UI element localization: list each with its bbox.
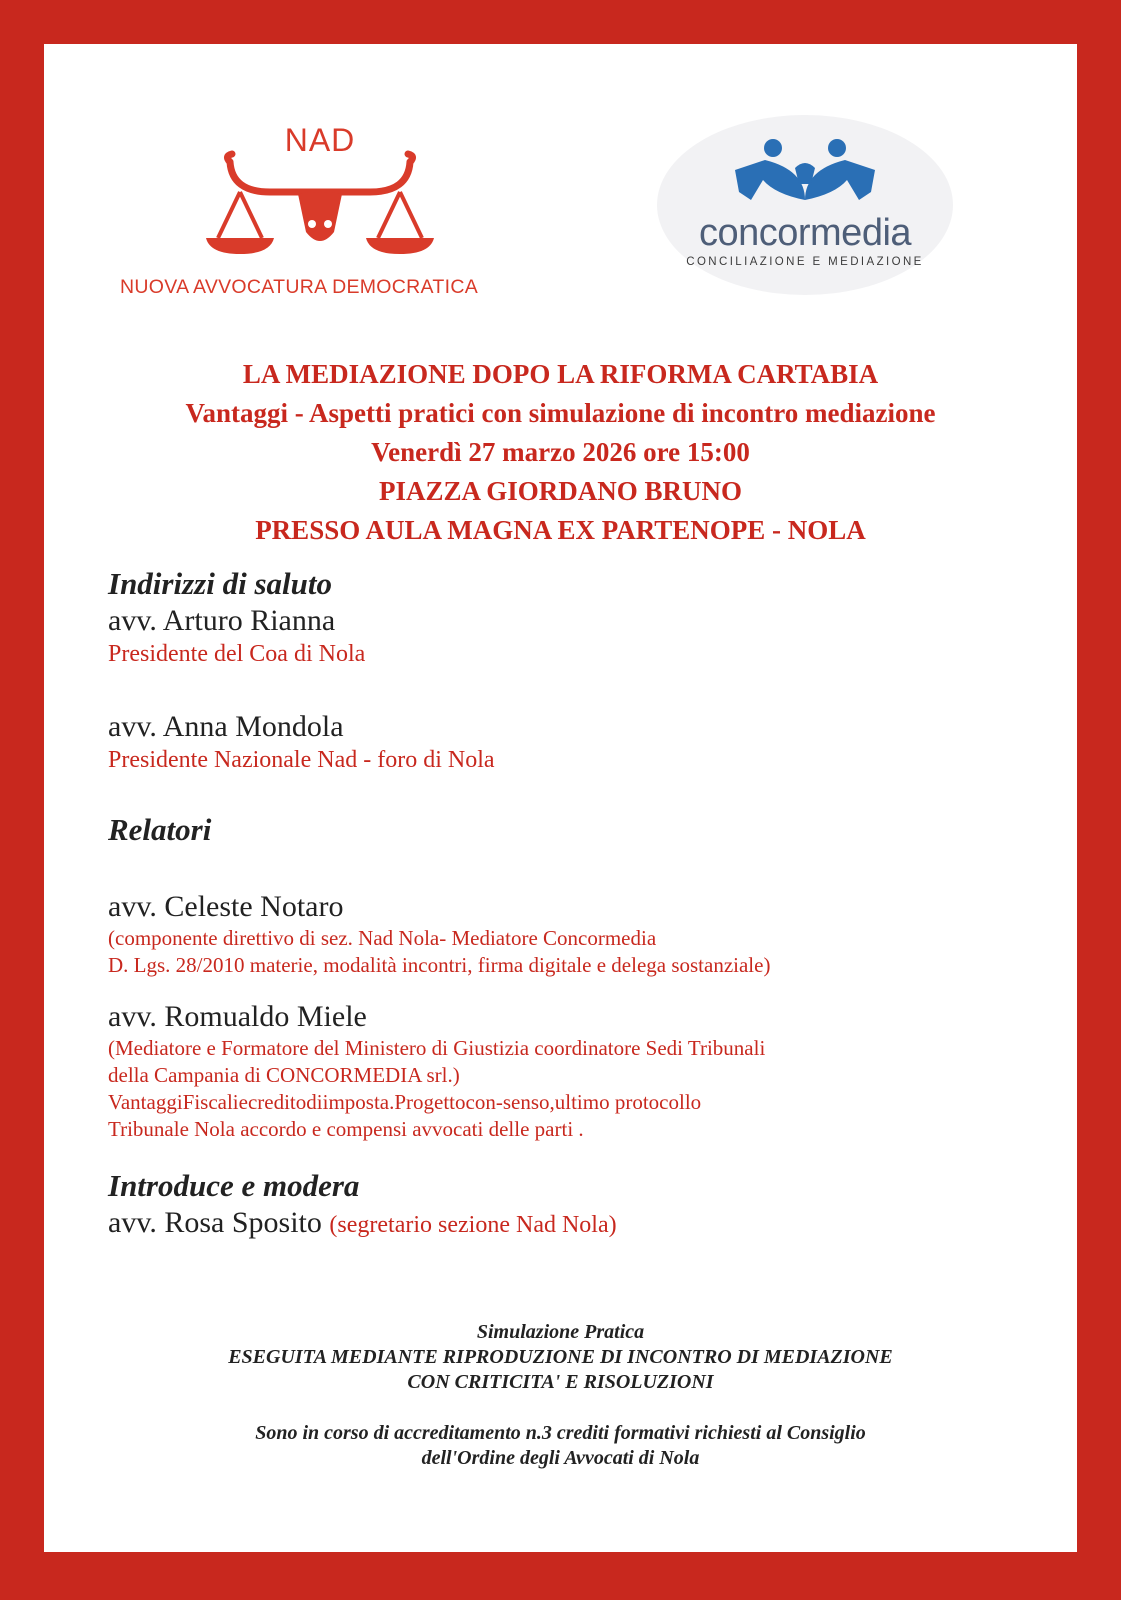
event-venue: PRESSO AULA MAGNA EX PARTENOPE - NOLA	[255, 515, 866, 545]
event-place: PIAZZA GIORDANO BRUNO	[378, 476, 743, 506]
credits-line: dell'Ordine degli Avvocati di Nola	[421, 1447, 700, 1469]
program-body	[108, 565, 1048, 1243]
simulation-title: Simulazione Pratica	[476, 1321, 645, 1343]
speaker-note: (componente direttivo di sez. Nad Nola- Mediatore Concormedia	[108, 926, 657, 950]
speaker-name: avv. Celeste Notaro	[108, 890, 344, 923]
event-subtitle: Vantaggi - Aspetti pratici con simulazione di incontro mediazione	[185, 398, 936, 428]
moderatore-line	[108, 1205, 1048, 1243]
event-header	[0, 355, 1121, 550]
nad-logo	[120, 120, 520, 310]
speaker-note: VantaggiFiscaliecreditodiimposta.Progettocon-senso,ultimo protocollo	[108, 1090, 702, 1114]
moderatore-name: avv. Rosa Sposito	[108, 1206, 322, 1239]
footer-notes	[0, 1320, 1121, 1471]
concormedia-logo	[655, 110, 955, 310]
speaker-note: (Mediatore e Formatore del Ministero di Giustizia coordinatore Sedi Tribunali	[108, 1036, 766, 1060]
simulation-line: CON CRITICITA' E RISOLUZIONI	[407, 1371, 714, 1393]
speaker-role: Presidente del Coa di Nola	[108, 641, 366, 667]
speaker-note: D. Lgs. 28/2010 materie, modalità incontri, firma digitale e delega sostanziale)	[108, 953, 771, 977]
concormedia-subtitle: CONCILIAZIONE E MEDIAZIONE	[686, 256, 924, 268]
event-date: Venerdì 27 marzo 2026 ore 15:00	[371, 437, 750, 467]
speaker-name: avv. Romualdo Miele	[108, 1000, 367, 1033]
moderatore-heading: Introduce e modera	[108, 1168, 360, 1203]
speaker-role: Presidente Nazionale Nad - foro di Nola	[108, 747, 495, 773]
speaker-name: avv. Arturo Rianna	[108, 604, 336, 637]
moderatore-role: (segretario sezione Nad Nola)	[329, 1212, 617, 1238]
concormedia-name: concormedia	[698, 212, 912, 254]
nad-full-name: NUOVA AVVOCATURA DEMOCRATICA	[120, 276, 479, 298]
nad-short-name: NAD	[284, 122, 356, 158]
nad-scales-bull-icon	[120, 120, 520, 280]
event-title: LA MEDIAZIONE DOPO LA RIFORMA CARTABIA	[242, 359, 879, 389]
speaker-note: Tribunale Nola accordo e compensi avvocati delle parti .	[108, 1117, 584, 1141]
speaker-note: della Campania di CONCORMEDIA srl.)	[108, 1063, 460, 1087]
simulation-line: ESEGUITA MEDIANTE RIPRODUZIONE DI INCONTRO DI MEDIAZIONE	[228, 1346, 893, 1368]
relatori-heading: Relatori	[108, 812, 212, 847]
saluti-heading: Indirizzi di saluto	[108, 566, 332, 601]
credits-line: Sono in corso di accreditamento n.3 crediti formativi richiesti al Consiglio	[255, 1422, 866, 1444]
concormedia-people-icon	[655, 110, 955, 310]
speaker-name: avv. Anna Mondola	[108, 710, 344, 743]
